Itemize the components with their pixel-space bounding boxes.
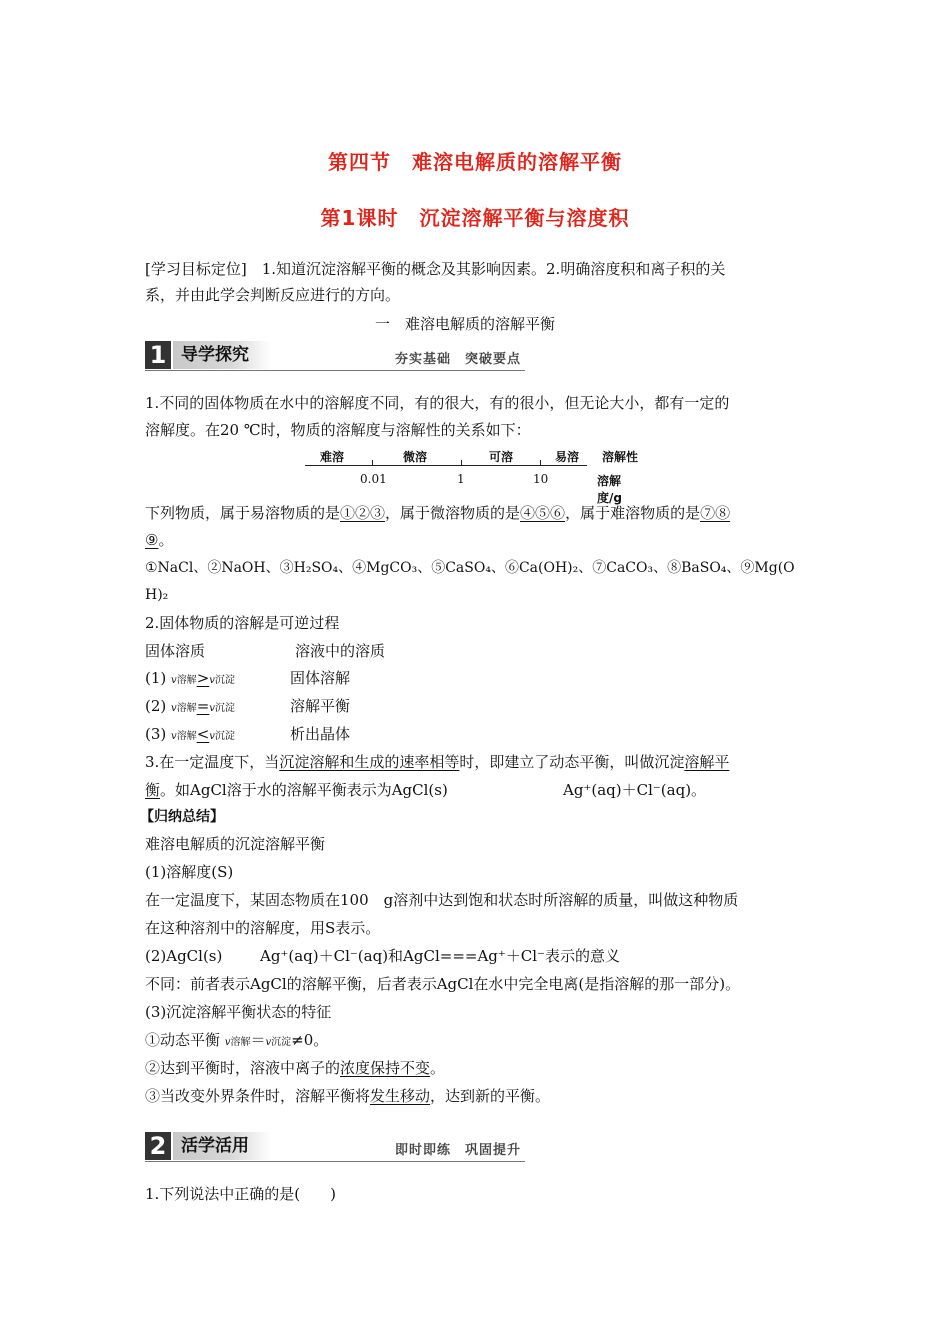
summary-s1b: 在这种溶剂中的溶解度，用S表示。 <box>145 919 381 937</box>
part-heading: 一 难溶电解质的溶解平衡 <box>375 315 556 333</box>
scale-label-slightly: 微溶 <box>403 450 428 464</box>
q2-row-3 <box>145 723 235 748</box>
scale-value: 10 <box>533 472 549 486</box>
rate-symbol: v沉淀 <box>209 703 235 714</box>
scale-value: 1 <box>457 472 465 486</box>
rate-operator: > <box>196 669 210 687</box>
solubility-scale <box>305 448 645 505</box>
rate-symbol: v沉淀 <box>209 731 235 742</box>
scale-label-solubility: 溶解性 <box>602 450 639 464</box>
summary-s2b: Ag⁺(aq)＋Cl⁻(aq)和AgCl===Ag⁺＋Cl⁻表示的意义 <box>260 947 621 965</box>
banner-number: 2 <box>145 1132 171 1160</box>
q3-line-1 <box>145 751 729 773</box>
feature-3 <box>145 1085 550 1107</box>
banner-number: 1 <box>145 341 171 369</box>
q2-row-1 <box>145 667 235 692</box>
scale-axis <box>305 465 587 466</box>
answer-insoluble-cont: ⑨ <box>145 531 159 549</box>
exercise-question-1: 1.下列说法中正确的是( ) <box>145 1185 337 1203</box>
feature-text: ①动态平衡 <box>145 1031 221 1049</box>
banner-rule <box>145 370 525 371</box>
answer-insoluble: ⑦⑧ <box>700 504 731 522</box>
rate-symbol: v沉淀 <box>209 675 235 686</box>
section-title: 第四节 难溶电解质的溶解平衡 <box>328 150 622 174</box>
q3-answer-equilibrium: 溶解平 <box>684 753 730 771</box>
substances-line-2: H)₂ <box>145 587 169 603</box>
q2-row-2-result: 溶解平衡 <box>290 697 351 715</box>
feature-text: ，达到新的平衡。 <box>430 1087 551 1105</box>
classify-line-2 <box>145 529 173 551</box>
scale-tick <box>540 460 541 466</box>
goals-line-2: 系，并由此学会判断反应进行的方向。 <box>145 286 401 304</box>
q2-row-2 <box>145 695 235 720</box>
summary-s3: (3)沉淀溶解平衡状态的特征 <box>145 1003 332 1021</box>
rate-symbol: v溶解 <box>171 731 197 742</box>
banner-guided-inquiry <box>145 340 525 372</box>
banner-tag: 活学活用 <box>173 1132 271 1160</box>
classify-text: ，属于微溶物质的是 <box>385 504 521 522</box>
substances-line-1: ①NaCl、②NaOH、③H₂SO₄、④MgCO₃、⑤CaSO₄、⑥Ca(OH)₂、⑦CaCO₃、⑧BaSO₄、⑨Mg(O <box>145 560 795 576</box>
feature-text: ≠0。 <box>291 1031 329 1049</box>
summary-s2a: (2)AgCl(s) <box>145 947 223 965</box>
equals-sign: ＝ <box>250 1031 266 1049</box>
q3-answer-rate: 沉淀溶解和生成的速率相等 <box>279 753 460 771</box>
answer-very-soluble: ①②③ <box>340 504 386 522</box>
banner-practice <box>145 1131 525 1163</box>
banner-tag: 导学探究 <box>173 341 271 369</box>
summary-title: 难溶电解质的沉淀溶解平衡 <box>145 835 326 853</box>
q3-answer-equilibrium-cont: 衡 <box>145 781 161 799</box>
q2-col1: 固体溶质 <box>145 642 206 660</box>
q2-row-1-result: 固体溶解 <box>290 669 351 687</box>
rate-symbol: v溶解 <box>171 675 197 686</box>
feature-2 <box>145 1057 445 1079</box>
q2-col2: 溶液中的溶质 <box>295 642 386 660</box>
lesson-title: 第1课时 沉淀溶解平衡与溶度积 <box>320 206 630 230</box>
scale-label-insoluble: 难溶 <box>320 450 345 464</box>
summary-s1a: 在一定温度下，某固态物质在100 g溶剂中达到饱和状态时所溶解的质量，叫做这种物质 <box>145 891 739 909</box>
feature-text: ②达到平衡时，溶液中离子的 <box>145 1059 341 1077</box>
q1-line-2: 溶解度。在20 ℃时，物质的溶解度与溶解性的关系如下： <box>145 421 531 439</box>
summary-heading: 【归纳总结】 <box>140 809 224 825</box>
classify-end: 。 <box>158 531 174 549</box>
row-index: (3) <box>145 725 167 743</box>
banner-subtitle: 即时即练 巩固提升 <box>395 1143 522 1158</box>
classify-text: ，属于难溶物质的是 <box>565 504 701 522</box>
q1-line-1: 1.不同的固体物质在水中的溶解度不同，有的很大，有的很小，但无论大小，都有一定的 <box>145 394 730 412</box>
q3-text: 。如AgCl溶于水的溶解平衡表示为AgCl(s) <box>160 781 448 799</box>
banner-rule <box>145 1161 525 1162</box>
scale-label-very: 易溶 <box>555 450 580 464</box>
scale-value: 0.01 <box>360 472 387 486</box>
rate-symbol: v沉淀 <box>265 1037 292 1048</box>
classify-text: 下列物质，属于易溶物质的是 <box>145 504 341 522</box>
q3-text: 3.在一定温度下，当 <box>145 753 280 771</box>
feature-1 <box>145 1029 328 1054</box>
banner-subtitle: 夯实基础 突破要点 <box>395 352 522 367</box>
row-index: (1) <box>145 669 167 687</box>
scale-axis-label: 溶解度/g <box>597 474 622 505</box>
summary-s1: (1)溶解度(S) <box>145 863 234 881</box>
q2-title: 2.固体物质的溶解是可逆过程 <box>145 614 340 632</box>
row-index: (2) <box>145 697 167 715</box>
q3-text: 时，即建立了动态平衡，叫做沉淀 <box>459 753 685 771</box>
rate-operator: < <box>196 725 210 743</box>
rate-symbol: v溶解 <box>224 1037 251 1048</box>
scale-tick <box>372 460 373 466</box>
scale-tick <box>461 460 462 466</box>
q2-row-3-result: 析出晶体 <box>290 725 351 743</box>
summary-s2c: 不同：前者表示AgCl的溶解平衡，后者表示AgCl在水中完全电离(是指溶解的那一部分)。 <box>145 975 741 993</box>
rate-operator: = <box>196 697 210 715</box>
q3-line-2 <box>145 779 448 801</box>
feature-answer: 浓度保持不变 <box>340 1059 431 1077</box>
q3-equation-right: Ag⁺(aq)＋Cl⁻(aq)。 <box>563 781 707 799</box>
scale-label-soluble: 可溶 <box>489 450 514 464</box>
feature-text: ③当改变外界条件时，溶解平衡将 <box>145 1087 371 1105</box>
feature-answer: 发生移动 <box>370 1087 431 1105</box>
answer-slightly-soluble: ④⑤⑥ <box>520 504 566 522</box>
feature-text: 。 <box>430 1059 446 1077</box>
rate-symbol: v溶解 <box>171 703 197 714</box>
goals-line-1: [学习目标定位] 1.知道沉淀溶解平衡的概念及其影响因素。2.明确溶度积和离子积的关 <box>145 260 726 278</box>
classify-line <box>145 502 730 524</box>
